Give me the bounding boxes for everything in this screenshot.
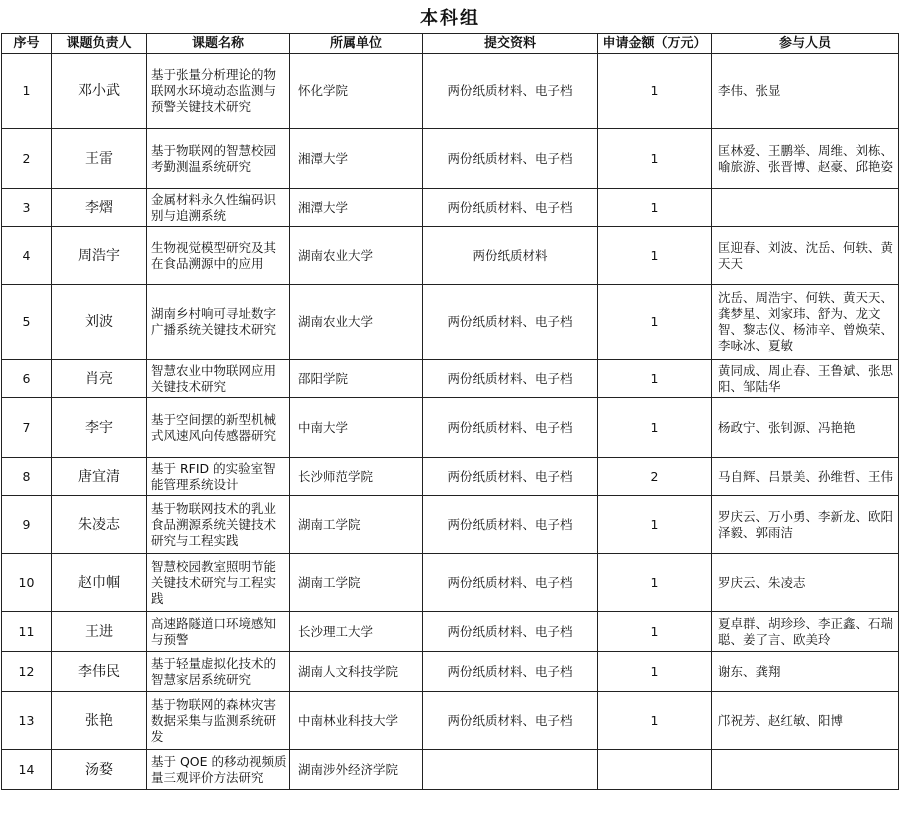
table-row xyxy=(2,692,899,750)
project-table xyxy=(1,33,899,790)
cell-no: 2 xyxy=(2,129,52,189)
cell-materials: 两份纸质材料 xyxy=(423,227,598,285)
table-row xyxy=(2,227,899,285)
cell-members xyxy=(712,750,899,790)
cell-project: 湖南乡村响可寻址数字广播系统关键技术研究 xyxy=(147,285,290,360)
cell-materials: 两份纸质材料、电子档 xyxy=(423,554,598,612)
cell-unit: 湖南工学院 xyxy=(290,554,423,612)
cell-unit: 湘潭大学 xyxy=(290,129,423,189)
cell-materials: 两份纸质材料、电子档 xyxy=(423,496,598,554)
cell-project: 基于空间摆的新型机械式风速风向传感器研究 xyxy=(147,398,290,458)
cell-amount: 1 xyxy=(598,612,712,652)
cell-materials: 两份纸质材料、电子档 xyxy=(423,360,598,398)
cell-project: 智慧农业中物联网应用关键技术研究 xyxy=(147,360,290,398)
cell-unit: 中南林业科技大学 xyxy=(290,692,423,750)
cell-amount xyxy=(598,750,712,790)
cell-project: 金属材料永久性编码识别与追溯系统 xyxy=(147,189,290,227)
table-row xyxy=(2,285,899,360)
cell-members: 邝祝芳、赵红敏、阳博 xyxy=(712,692,899,750)
cell-no: 12 xyxy=(2,652,52,692)
cell-materials: 两份纸质材料、电子档 xyxy=(423,398,598,458)
cell-leader: 邓小武 xyxy=(52,54,147,129)
cell-project: 生物视觉模型研究及其在食品溯源中的应用 xyxy=(147,227,290,285)
cell-amount: 1 xyxy=(598,692,712,750)
cell-amount: 1 xyxy=(598,129,712,189)
cell-unit: 湖南人文科技学院 xyxy=(290,652,423,692)
cell-leader: 朱凌志 xyxy=(52,496,147,554)
cell-project: 基于 QOE 的移动视频质量三观评价方法研究 xyxy=(147,750,290,790)
cell-no: 11 xyxy=(2,612,52,652)
table-row xyxy=(2,54,899,129)
cell-project: 基于 RFID 的实验室智能管理系统设计 xyxy=(147,458,290,496)
table-row xyxy=(2,398,899,458)
cell-leader: 汤婺 xyxy=(52,750,147,790)
cell-no: 7 xyxy=(2,398,52,458)
cell-project: 高速路隧道口环境感知与预警 xyxy=(147,612,290,652)
cell-materials: 两份纸质材料、电子档 xyxy=(423,129,598,189)
cell-project: 基于轻量虚拟化技术的智慧家居系统研究 xyxy=(147,652,290,692)
cell-no: 10 xyxy=(2,554,52,612)
cell-members: 夏卓群、胡珍珍、李正鑫、石瑞聪、姜了言、欧美玲 xyxy=(712,612,899,652)
cell-no: 14 xyxy=(2,750,52,790)
cell-amount: 1 xyxy=(598,227,712,285)
cell-leader: 李熠 xyxy=(52,189,147,227)
header-members: 参与人员 xyxy=(712,34,899,54)
table-row xyxy=(2,360,899,398)
cell-amount: 2 xyxy=(598,458,712,496)
header-leader: 课题负责人 xyxy=(52,34,147,54)
cell-no: 6 xyxy=(2,360,52,398)
header-amount: 申请金额（万元） xyxy=(598,34,712,54)
cell-leader: 王进 xyxy=(52,612,147,652)
cell-members: 谢东、龚翔 xyxy=(712,652,899,692)
header-row xyxy=(2,34,899,54)
cell-no: 9 xyxy=(2,496,52,554)
cell-no: 8 xyxy=(2,458,52,496)
cell-materials: 两份纸质材料、电子档 xyxy=(423,652,598,692)
cell-leader: 王雷 xyxy=(52,129,147,189)
cell-leader: 赵巾帼 xyxy=(52,554,147,612)
cell-no: 4 xyxy=(2,227,52,285)
cell-leader: 周浩宇 xyxy=(52,227,147,285)
table-row xyxy=(2,458,899,496)
cell-unit: 湘潭大学 xyxy=(290,189,423,227)
cell-no: 3 xyxy=(2,189,52,227)
table-row xyxy=(2,554,899,612)
cell-materials: 两份纸质材料、电子档 xyxy=(423,692,598,750)
cell-leader: 唐宜清 xyxy=(52,458,147,496)
cell-project: 基于物联网技术的乳业食品溯源系统关键技术研究与工程实践 xyxy=(147,496,290,554)
cell-members: 黄同成、周止春、王鲁斌、张思阳、邹陆华 xyxy=(712,360,899,398)
table-row xyxy=(2,129,899,189)
cell-project: 基于张量分析理论的物联网水环境动态监测与预警关键技术研究 xyxy=(147,54,290,129)
cell-leader: 肖亮 xyxy=(52,360,147,398)
cell-members: 匡迎春、刘波、沈岳、何轶、黄天天 xyxy=(712,227,899,285)
cell-members: 匡林爱、王鹏举、周维、刘栋、喻旅游、张晋博、赵豪、邱艳姿 xyxy=(712,129,899,189)
page-title: 本科组 xyxy=(420,8,480,29)
cell-project: 基于物联网的森林灾害数据采集与监测系统研发 xyxy=(147,692,290,750)
cell-amount: 1 xyxy=(598,496,712,554)
cell-no: 5 xyxy=(2,285,52,360)
cell-amount: 1 xyxy=(598,652,712,692)
cell-amount: 1 xyxy=(598,360,712,398)
cell-unit: 湖南涉外经济学院 xyxy=(290,750,423,790)
header-unit: 所属单位 xyxy=(290,34,423,54)
cell-unit: 湖南农业大学 xyxy=(290,285,423,360)
cell-unit: 中南大学 xyxy=(290,398,423,458)
cell-unit: 长沙师范学院 xyxy=(290,458,423,496)
cell-materials: 两份纸质材料、电子档 xyxy=(423,458,598,496)
table-row xyxy=(2,496,899,554)
cell-unit: 怀化学院 xyxy=(290,54,423,129)
cell-project: 基于物联网的智慧校园考勤测温系统研究 xyxy=(147,129,290,189)
cell-unit: 长沙理工大学 xyxy=(290,612,423,652)
table-row xyxy=(2,750,899,790)
cell-no: 13 xyxy=(2,692,52,750)
table-row xyxy=(2,189,899,227)
cell-materials: 两份纸质材料、电子档 xyxy=(423,612,598,652)
cell-leader: 张艳 xyxy=(52,692,147,750)
cell-no: 1 xyxy=(2,54,52,129)
cell-amount: 1 xyxy=(598,554,712,612)
cell-members: 李伟、张显 xyxy=(712,54,899,129)
cell-project: 智慧校园教室照明节能关键技术研究与工程实践 xyxy=(147,554,290,612)
table-row xyxy=(2,612,899,652)
cell-amount: 1 xyxy=(598,398,712,458)
cell-members: 罗庆云、朱凌志 xyxy=(712,554,899,612)
cell-unit: 邵阳学院 xyxy=(290,360,423,398)
table-row xyxy=(2,652,899,692)
cell-materials xyxy=(423,750,598,790)
cell-leader: 李伟民 xyxy=(52,652,147,692)
header-materials: 提交资料 xyxy=(423,34,598,54)
cell-materials: 两份纸质材料、电子档 xyxy=(423,54,598,129)
header-project: 课题名称 xyxy=(147,34,290,54)
cell-materials: 两份纸质材料、电子档 xyxy=(423,189,598,227)
cell-leader: 李宇 xyxy=(52,398,147,458)
cell-members: 杨政宁、张钊源、冯艳艳 xyxy=(712,398,899,458)
cell-members: 罗庆云、万小勇、李新龙、欧阳泽毅、郭雨洁 xyxy=(712,496,899,554)
cell-unit: 湖南农业大学 xyxy=(290,227,423,285)
cell-leader: 刘波 xyxy=(52,285,147,360)
cell-amount: 1 xyxy=(598,189,712,227)
cell-amount: 1 xyxy=(598,54,712,129)
cell-amount: 1 xyxy=(598,285,712,360)
cell-members xyxy=(712,189,899,227)
cell-materials: 两份纸质材料、电子档 xyxy=(423,285,598,360)
header-no: 序号 xyxy=(2,34,52,54)
cell-unit: 湖南工学院 xyxy=(290,496,423,554)
cell-members: 马自辉、吕景美、孙维哲、王伟 xyxy=(712,458,899,496)
cell-members: 沈岳、周浩宇、何轶、黄天天、龚梦星、刘家玮、舒为、龙文智、黎志仪、杨沛辛、曾焕荣、李咏冰、夏敏 xyxy=(712,285,899,360)
